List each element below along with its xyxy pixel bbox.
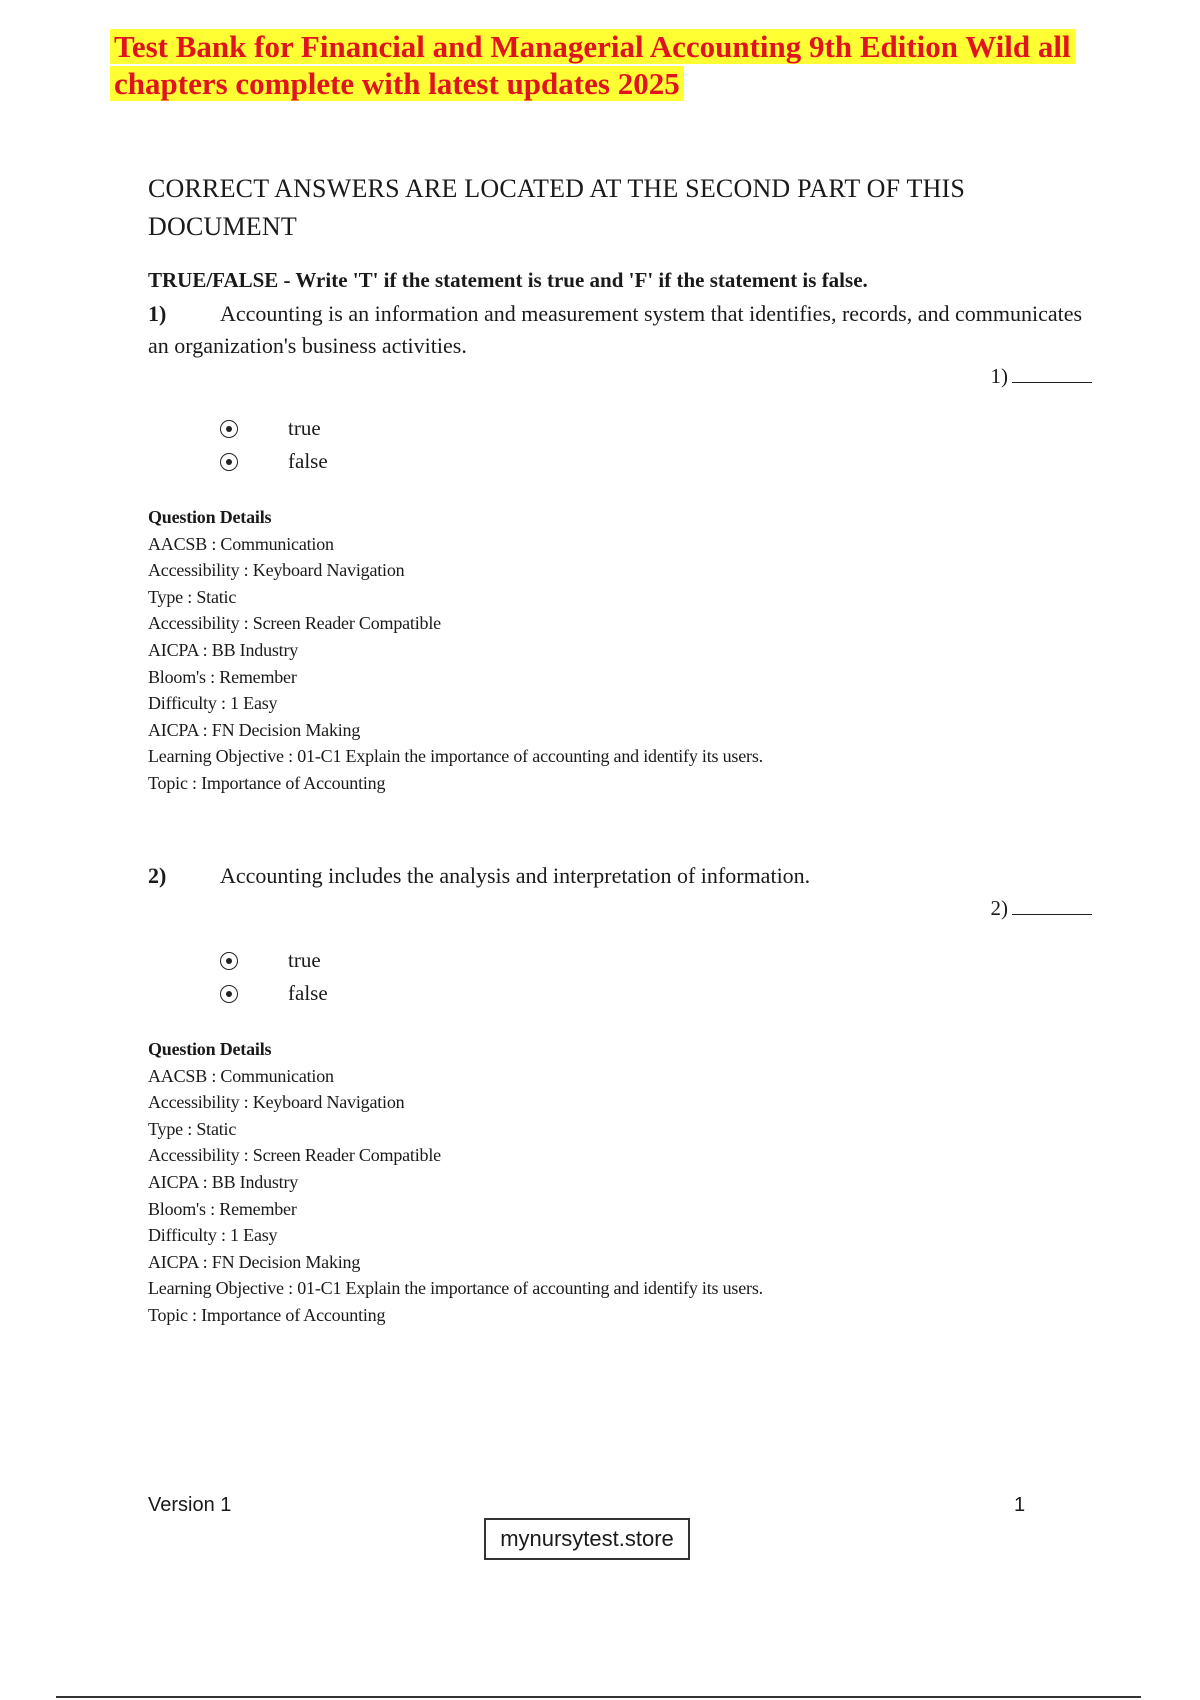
- details-line: AACSB : Communication: [148, 1065, 334, 1086]
- details-line: Accessibility : Screen Reader Compatible: [148, 1145, 441, 1166]
- question-1-details: [148, 504, 763, 797]
- question-1-number: 1): [148, 301, 167, 326]
- section-instructions: TRUE/FALSE - Write 'T' if the statement is true and 'F' if the statement is false.: [148, 268, 868, 292]
- footer-version: Version 1: [148, 1494, 232, 1516]
- title-line-1: Test Bank for Financial and Managerial Accounting 9th Edition Wild all: [110, 29, 1075, 64]
- option-label: false: [288, 981, 328, 1005]
- radio-icon[interactable]: [220, 420, 238, 438]
- details-line: Bloom's : Remember: [148, 1198, 297, 1219]
- watermark-box: [484, 1518, 690, 1560]
- question-2-answer-label: 2): [990, 896, 1008, 920]
- question-2-prompt: [148, 860, 1108, 892]
- details-line: Accessibility : Keyboard Navigation: [148, 1092, 405, 1113]
- details-heading: Question Details: [148, 507, 272, 527]
- option-label: false: [288, 449, 328, 473]
- answer-blank-line: [1012, 896, 1092, 915]
- details-line: Accessibility : Screen Reader Compatible: [148, 613, 441, 634]
- radio-icon[interactable]: [220, 453, 238, 471]
- details-line: Accessibility : Keyboard Navigation: [148, 560, 405, 581]
- details-line: Topic : Importance of Accounting: [148, 1304, 386, 1325]
- question-1-options: [220, 412, 328, 478]
- details-heading: Question Details: [148, 1039, 272, 1059]
- details-line: Difficulty : 1 Easy: [148, 1225, 278, 1246]
- details-line: Learning Objective : 01-C1 Explain the importance of accounting and identify its users.: [148, 746, 763, 767]
- details-line: AACSB : Communication: [148, 533, 334, 554]
- details-line: AICPA : FN Decision Making: [148, 1251, 361, 1272]
- radio-icon[interactable]: [220, 952, 238, 970]
- question-2-details: [148, 1036, 763, 1329]
- question-2-number: 2): [148, 863, 167, 888]
- details-line: AICPA : BB Industry: [148, 639, 299, 660]
- question-2-text: Accounting includes the analysis and interpretation of information.: [220, 863, 811, 888]
- question-1-text: Accounting is an information and measurement system that identifies, records, and communicates an organization's business activities.: [148, 301, 1083, 358]
- question-1-answer-label: 1): [990, 364, 1008, 388]
- bottom-rule: [56, 1696, 1141, 1698]
- question-2-options: [220, 944, 328, 1010]
- details-line: AICPA : BB Industry: [148, 1171, 299, 1192]
- radio-icon[interactable]: [220, 985, 238, 1003]
- title-banner: [110, 28, 1120, 102]
- question-2-option-true[interactable]: [220, 944, 328, 977]
- question-1-answer-blank[interactable]: [991, 364, 1093, 389]
- question-2: [148, 860, 1108, 1325]
- question-2-option-false[interactable]: [220, 977, 328, 1010]
- title-line-2: chapters complete with latest updates 2025: [110, 66, 684, 101]
- answer-blank-line: [1012, 364, 1092, 383]
- details-line: Topic : Importance of Accounting: [148, 772, 386, 793]
- answers-notice: CORRECT ANSWERS ARE LOCATED AT THE SECOND PART OF THIS DOCUMENT: [148, 174, 966, 241]
- question-2-answer-blank[interactable]: [991, 896, 1093, 921]
- question-1: [148, 298, 1108, 793]
- details-line: Bloom's : Remember: [148, 666, 297, 687]
- question-1-prompt: [148, 298, 1108, 362]
- watermark-text: mynursytest.store: [500, 1526, 674, 1551]
- details-line: Difficulty : 1 Easy: [148, 693, 278, 714]
- question-1-option-true[interactable]: [220, 412, 328, 445]
- details-line: Type : Static: [148, 1118, 237, 1139]
- footer-page-number: 1: [1014, 1494, 1026, 1516]
- details-line: AICPA : FN Decision Making: [148, 719, 361, 740]
- details-line: Type : Static: [148, 586, 237, 607]
- option-label: true: [288, 416, 321, 440]
- question-1-option-false[interactable]: [220, 445, 328, 478]
- details-line: Learning Objective : 01-C1 Explain the importance of accounting and identify its users.: [148, 1278, 763, 1299]
- option-label: true: [288, 948, 321, 972]
